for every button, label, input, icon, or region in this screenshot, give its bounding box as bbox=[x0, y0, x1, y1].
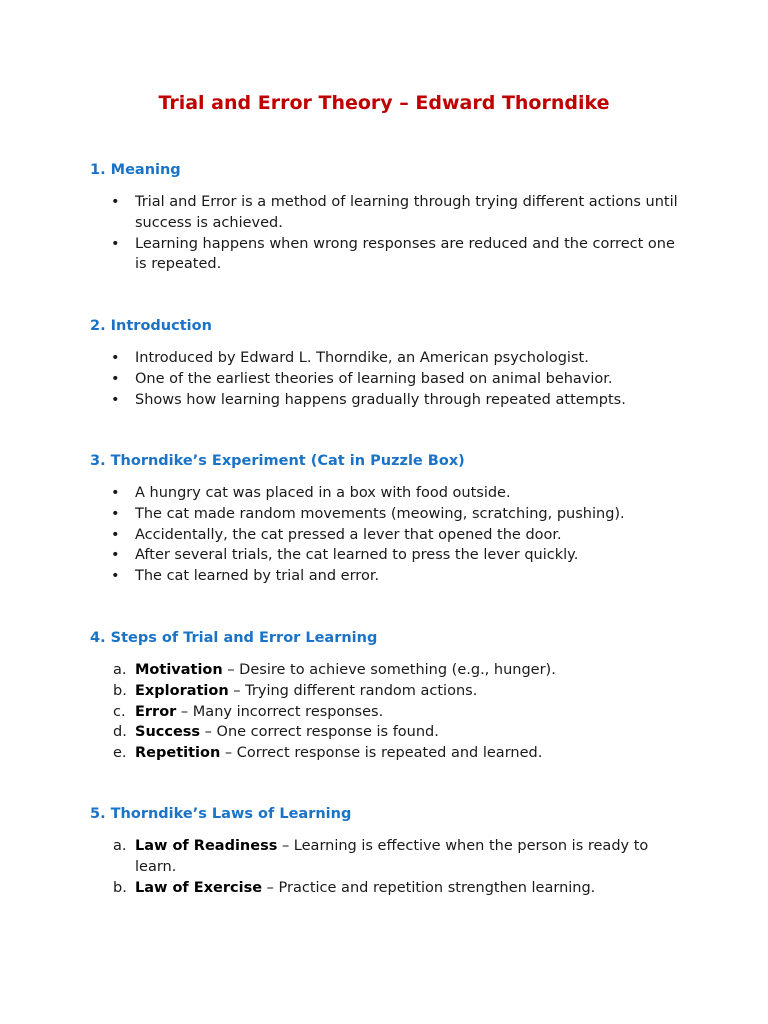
section-heading: 3. Thorndike’s Experiment (Cat in Puzzle Box) bbox=[90, 453, 465, 469]
bullet-icon: • bbox=[111, 194, 120, 210]
list-item bbox=[90, 702, 690, 723]
list-item bbox=[90, 836, 690, 878]
list-item-text: – Correct response is repeated and learned. bbox=[220, 745, 543, 762]
list-item-text: – Many incorrect responses. bbox=[176, 703, 384, 720]
list-item bbox=[90, 390, 690, 411]
list-item-term: Success bbox=[135, 724, 201, 741]
list-item bbox=[90, 234, 690, 276]
bullet-list bbox=[90, 348, 690, 410]
section-heading: 4. Steps of Trial and Error Learning bbox=[90, 630, 378, 646]
lettered-list bbox=[90, 660, 690, 764]
bullet-icon: • bbox=[111, 547, 120, 564]
section-meaning bbox=[90, 161, 690, 275]
list-item bbox=[90, 525, 690, 546]
section-heading: 1. Meaning bbox=[90, 162, 181, 178]
list-item-text: Trial and Error is a method of learning through trying different actions until success is achieved. bbox=[135, 194, 678, 231]
list-item-text: – Practice and repetition strengthen learning. bbox=[262, 879, 596, 896]
lettered-list bbox=[90, 836, 690, 898]
bullet-list bbox=[90, 192, 690, 275]
list-marker: a. bbox=[113, 838, 127, 854]
list-item bbox=[90, 660, 690, 681]
list-item bbox=[90, 545, 690, 566]
section-steps bbox=[90, 629, 690, 764]
list-item bbox=[90, 192, 690, 234]
list-item-text: – One correct response is found. bbox=[200, 724, 439, 741]
list-item-text: Learning happens when wrong responses are reduced and the correct one is repeated. bbox=[135, 235, 675, 273]
list-item bbox=[90, 483, 690, 504]
list-item bbox=[90, 878, 690, 899]
list-item-term: Exploration bbox=[135, 682, 229, 699]
list-item bbox=[90, 743, 690, 764]
list-item-term: Motivation bbox=[135, 662, 223, 678]
list-marker: b. bbox=[113, 682, 127, 699]
list-marker: a. bbox=[113, 662, 127, 678]
section-introduction bbox=[90, 317, 690, 410]
list-item-text: A hungry cat was placed in a box with food outside. bbox=[135, 485, 511, 501]
bullet-icon: • bbox=[111, 505, 120, 522]
section-heading: 2. Introduction bbox=[90, 318, 212, 334]
list-item-text: The cat learned by trial and error. bbox=[135, 568, 380, 585]
list-item bbox=[90, 348, 690, 369]
list-item bbox=[90, 504, 690, 525]
list-item-text: – Desire to achieve something (e.g., hunger). bbox=[222, 662, 556, 678]
list-item bbox=[90, 681, 690, 702]
section-laws bbox=[90, 805, 690, 898]
list-item-term: Law of Readiness bbox=[135, 838, 278, 854]
list-item bbox=[90, 722, 690, 743]
list-item-text: – Trying different random actions. bbox=[228, 682, 478, 699]
bullet-list bbox=[90, 483, 690, 587]
section-experiment bbox=[90, 452, 690, 587]
list-item-text: After several trials, the cat learned to press the lever quickly. bbox=[135, 547, 579, 564]
list-marker: d. bbox=[113, 724, 127, 741]
bullet-icon: • bbox=[111, 235, 120, 252]
list-item-text: Shows how learning happens gradually through repeated attempts. bbox=[135, 391, 626, 408]
list-marker: c. bbox=[113, 703, 126, 720]
bullet-icon: • bbox=[111, 526, 120, 543]
list-item-term: Repetition bbox=[135, 745, 221, 762]
list-item-text: The cat made random movements (meowing, scratching, pushing). bbox=[135, 505, 625, 522]
list-item-text: Accidentally, the cat pressed a lever that opened the door. bbox=[135, 526, 562, 543]
bullet-icon: • bbox=[111, 350, 120, 366]
list-item-term: Law of Exercise bbox=[135, 879, 263, 896]
list-item-term: Error bbox=[135, 703, 177, 720]
list-item-text: Introduced by Edward L. Thorndike, an American psychologist. bbox=[135, 350, 589, 366]
document-title: Trial and Error Theory – Edward Thorndike bbox=[158, 92, 610, 114]
bullet-icon: • bbox=[111, 370, 120, 387]
list-item-text: One of the earliest theories of learning based on animal behavior. bbox=[135, 370, 613, 387]
bullet-icon: • bbox=[111, 391, 120, 408]
list-item-text: – Learning is effective when the person is ready to learn. bbox=[135, 838, 649, 875]
bullet-icon: • bbox=[111, 568, 120, 585]
section-heading: 5. Thorndike’s Laws of Learning bbox=[90, 806, 352, 822]
list-item bbox=[90, 369, 690, 390]
list-marker: b. bbox=[113, 879, 127, 896]
list-marker: e. bbox=[113, 745, 127, 762]
list-item bbox=[90, 566, 690, 587]
bullet-icon: • bbox=[111, 485, 120, 501]
